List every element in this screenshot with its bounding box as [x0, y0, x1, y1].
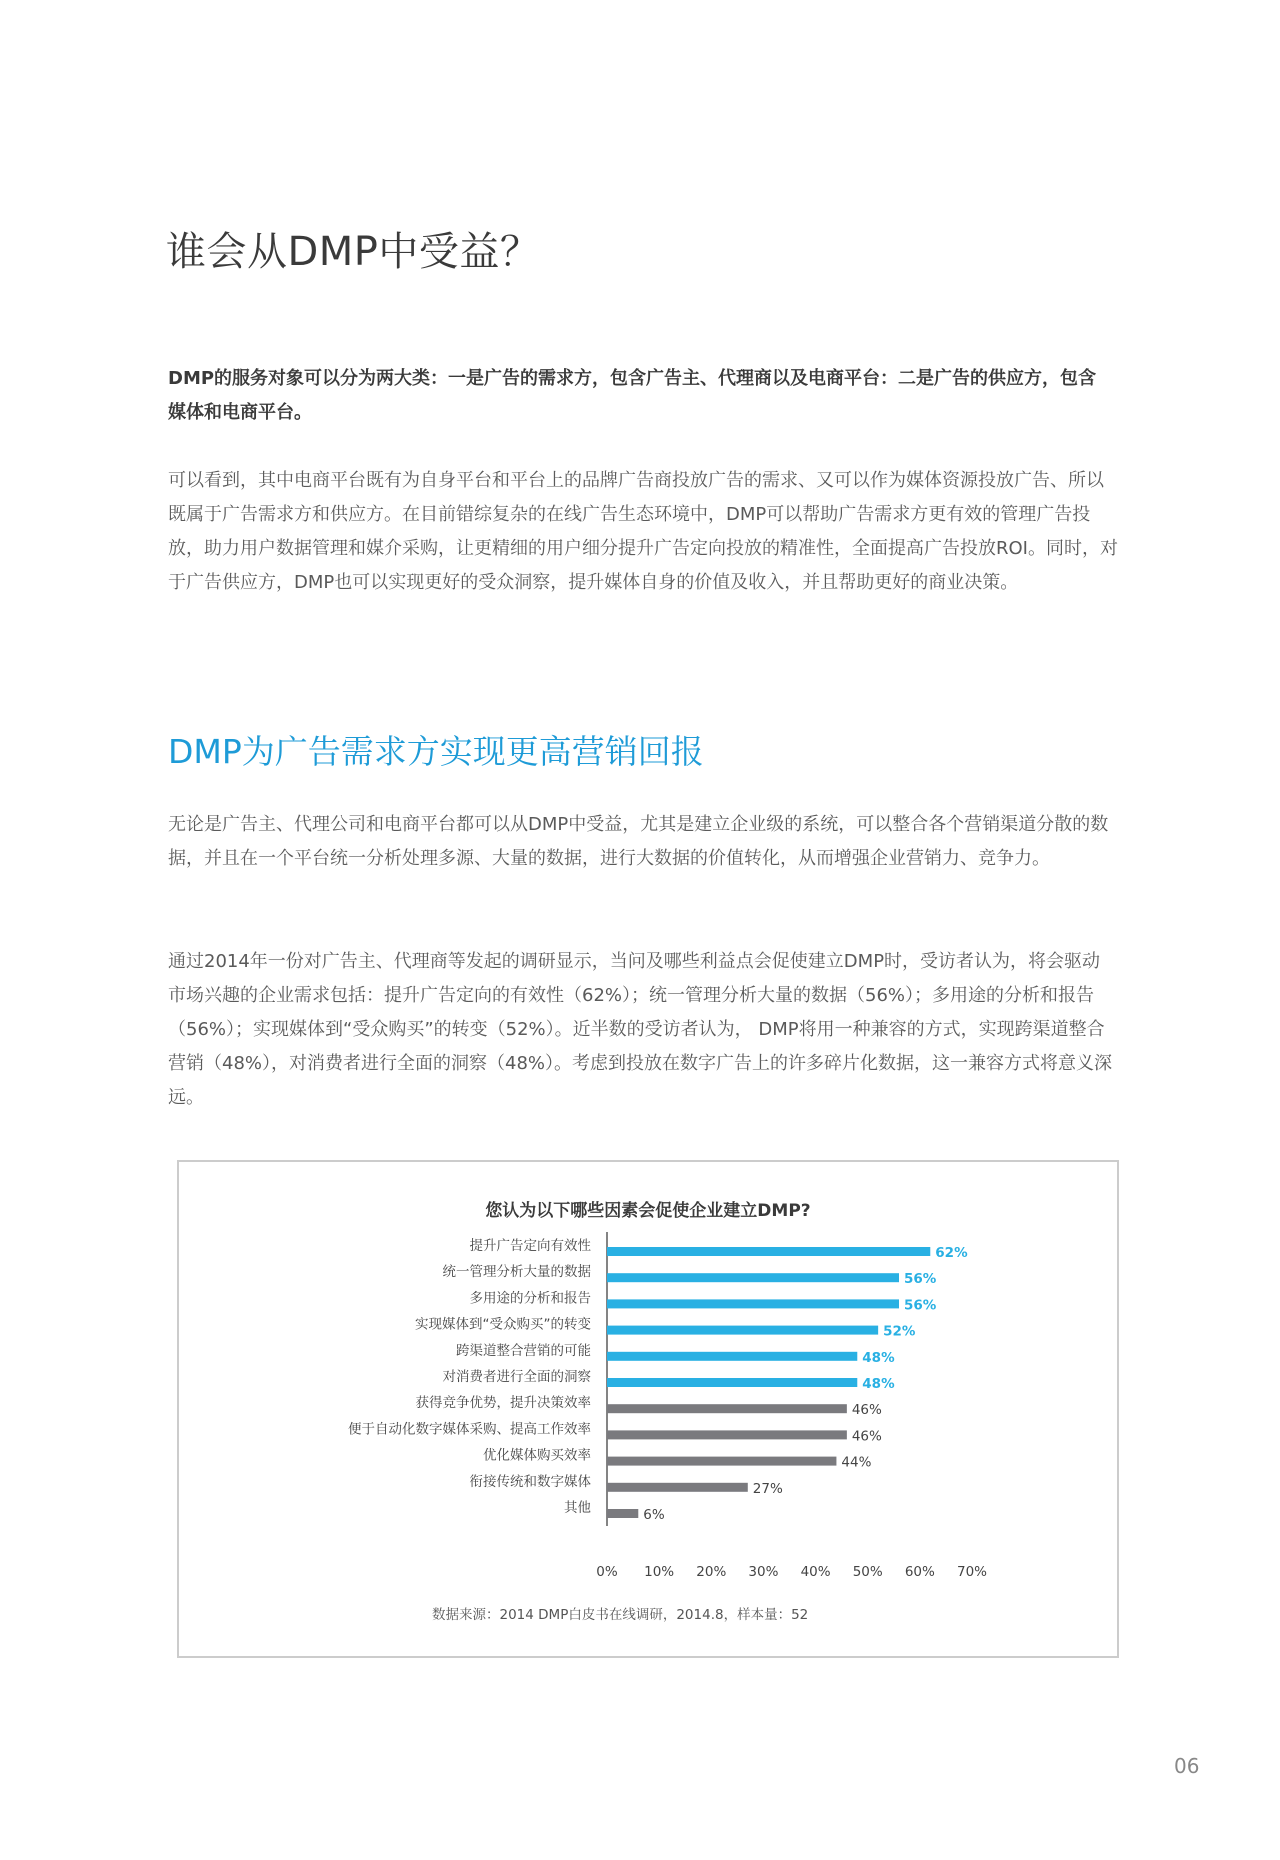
- bar-2: [607, 1273, 899, 1282]
- bar-11: [607, 1509, 638, 1518]
- category-label: 衔接传统和数字媒体: [469, 1473, 591, 1490]
- category-label: 获得竞争优势，提升决策效率: [415, 1395, 591, 1412]
- body-paragraph-3: 通过2014年一份对广告主、代理商等发起的调研显示，当问及哪些利益点会促使建立DMP时，受访者认为，将会驱动市场兴趣的企业需求包括：提升广告定向的有效性（62%）；统一管理分析大量的数据（56%）；多用途的分析和报告（56%）；实现媒体到“受众购买”的转变（52%）。近半数的受访者认为， DMP将用一种兼容的方式，实现跨渠道整合营销（48%），对消费者进行全面的洞察（48%）。考虑到投放在数字广告上的许多碎片化数据，这一兼容方式将意义深远。: [168, 951, 1113, 1108]
- x-tick-label: 30%: [748, 1564, 779, 1580]
- x-tick-label: 60%: [904, 1564, 935, 1580]
- bar-3: [607, 1299, 899, 1308]
- bar-value-label: 6%: [643, 1507, 665, 1523]
- bar-value-label: 56%: [904, 1297, 937, 1314]
- bar-1: [607, 1247, 930, 1256]
- bar-value-label: 48%: [862, 1376, 895, 1392]
- category-label: 便于自动化数字媒体采购、提高工作效率: [348, 1421, 591, 1438]
- lead-paragraph: DMP的服务对象可以分为两大类：一是广告的需求方，包含广告主、代理商以及电商平台：二是广告的供应方，包含媒体和电商平台。: [168, 368, 1097, 423]
- body-paragraph-1: 可以看到，其中电商平台既有为自身平台和平台上的品牌广告商投放广告的需求、又可以作为媒体资源投放广告、所以既属于广告需求方和供应方。在目前错综复杂的在线广告生态环境中，DMP可以帮助广告需求方更有效的管理广告投放，助力用户数据管理和媒介采购，让更精细的用户细分提升广告定向投放的精准性，全面提高广告投放ROI。同时，对于广告供应方，DMP也可以实现更好的受众洞察，提升媒体自身的价值及收入，并且帮助更好的商业决策。: [168, 470, 1118, 593]
- bar-value-label: 46%: [851, 1402, 882, 1419]
- body-paragraph-2: 无论是广告主、代理公司和电商平台都可以从DMP中受益，尤其是建立企业级的系统，可以整合各个营销渠道分散的数据，并且在一个平台统一分析处理多源、大量的数据，进行大数据的价值转化，从而增强企业营销力、竞争力。: [168, 814, 1109, 869]
- bar-value-label: 48%: [862, 1349, 895, 1366]
- bar-7: [607, 1404, 847, 1413]
- chart-source-note: 数据来源：2014 DMP白皮书在线调研，2014.8，样本量：52: [432, 1607, 809, 1623]
- category-label: 对消费者进行全面的洞察: [442, 1369, 591, 1385]
- category-label: 实现媒体到“受众购买”的转变: [415, 1316, 591, 1333]
- chart-container: [177, 1160, 1119, 1658]
- bar-4: [607, 1326, 878, 1335]
- bar-10: [607, 1483, 748, 1492]
- category-label: 其他: [564, 1500, 591, 1516]
- category-label: 跨渠道整合营销的可能: [456, 1342, 591, 1359]
- bar-8: [607, 1430, 847, 1439]
- section-subtitle: DMP为广告需求方实现更高营销回报: [168, 732, 704, 771]
- bar-value-label: 56%: [904, 1271, 937, 1288]
- page-number: 06: [1174, 1754, 1200, 1778]
- x-tick-label: 50%: [852, 1564, 883, 1580]
- bar-chart: [179, 1162, 1117, 1656]
- bar-value-label: 46%: [851, 1428, 882, 1445]
- category-label: 统一管理分析大量的数据: [442, 1264, 591, 1281]
- bar-6: [607, 1378, 857, 1387]
- category-label: 优化媒体购买效率: [483, 1447, 591, 1464]
- bar-5: [607, 1352, 857, 1361]
- bar-9: [607, 1457, 836, 1466]
- x-tick-label: 70%: [956, 1564, 988, 1580]
- x-tick-label: 20%: [696, 1564, 727, 1580]
- x-tick-label: 40%: [800, 1564, 831, 1580]
- bar-value-label: 62%: [935, 1245, 968, 1261]
- bar-value-label: 27%: [752, 1480, 783, 1497]
- chart-title: 您认为以下哪些因素会促使企业建立DMP?: [485, 1201, 811, 1221]
- category-label: 多用途的分析和报告: [469, 1290, 591, 1307]
- page-title: 谁会从DMP中受益？: [166, 229, 541, 275]
- category-label: 提升广告定向有效性: [469, 1238, 591, 1254]
- x-tick-label: 10%: [644, 1564, 675, 1580]
- bar-value-label: 52%: [883, 1323, 916, 1340]
- bar-value-label: 44%: [841, 1454, 872, 1471]
- x-tick-label: 0%: [596, 1564, 618, 1580]
